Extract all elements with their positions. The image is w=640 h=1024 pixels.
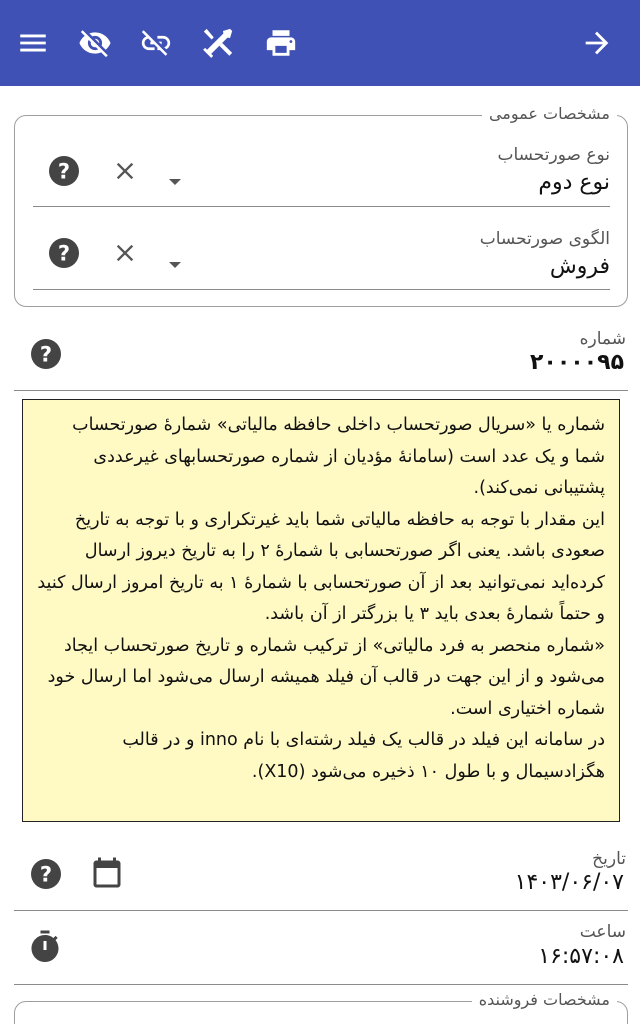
stopwatch-icon[interactable] [26, 928, 64, 966]
number-help-note [22, 399, 620, 822]
invoice-pattern-label: الگوی صورتحساب [479, 229, 610, 249]
invoice-pattern-help-icon[interactable] [45, 234, 83, 272]
help-paragraph: در سامانه این فیلد در قالب یک فیلد رشته‌ای با نام inno و در قالب هگزادسیمال و با طول ۱۰ ذخیره می‌شود (X10). [122, 730, 605, 782]
app-bar [0, 0, 640, 86]
svg-text:?: ? [57, 159, 71, 184]
invoice-pattern-select[interactable]: فروش [549, 254, 610, 279]
date-input[interactable]: ۱۴۰۳/۰۶/۰۷ [514, 870, 624, 895]
invoice-type-clear-icon[interactable] [109, 155, 141, 187]
link-off-icon[interactable] [136, 23, 176, 63]
time-input[interactable]: ۱۶:۵۷:۰۸ [538, 944, 624, 969]
invoice-pattern-underline [33, 289, 610, 290]
svg-text:?: ? [39, 342, 53, 367]
seller-section-legend: مشخصات فروشنده [472, 990, 617, 1009]
arrow-forward-icon[interactable] [577, 23, 617, 63]
time-underline [14, 984, 628, 985]
svg-text:?: ? [39, 862, 53, 887]
general-section [14, 104, 628, 307]
menu-icon[interactable] [13, 23, 53, 63]
help-paragraph: شماره یا «سریال صورتحساب داخلی حافظه مالیاتی» شمارهٔ صورتحساب شما و یک عدد است (سامانهٔ مؤدیان از شماره صورتحسابهای غیرعددی پشتیبانی نمی‌کند). [72, 415, 605, 498]
help-paragraph: این مقدار با توجه به حافظه مالیاتی شما باید غیرتکراری و با توجه به تاریخ صعودی باشد. یعنی اگر صورتحسابی با شمارهٔ ۲ را به تاریخ دیروز ارسال کرده‌اید نمی‌توانید بعد از آن صورتحسابی با شمارهٔ ۱ به تاریخ امروز ارسال کنید و حتماً شمارهٔ بعدی باید ۳ یا بزرگتر از آن باشد. [37, 509, 605, 624]
invoice-type-label: نوع صورتحساب [497, 145, 610, 165]
invoice-type-select[interactable]: نوع دوم [538, 170, 610, 195]
invoice-type-underline [33, 206, 610, 207]
tools-icon[interactable] [198, 23, 238, 63]
date-underline [14, 910, 628, 911]
number-help-icon[interactable] [27, 335, 65, 373]
number-label: شماره [579, 329, 626, 349]
seller-section [14, 990, 628, 1024]
date-label: تاریخ [592, 849, 626, 869]
help-paragraph: «شماره منحصر به فرد مالیاتی» از ترکیب شماره و تاریخ صورتحساب ایجاد می‌شود و از این جهت در قالب آن فیلد همیشه ارسال می‌شود اما ارسال خود شماره اختیاری است. [47, 635, 605, 719]
time-label: ساعت [579, 922, 626, 942]
date-help-icon[interactable] [27, 855, 65, 893]
invoice-pattern-clear-icon[interactable] [109, 237, 141, 269]
svg-text:?: ? [57, 241, 71, 266]
invoice-type-help-icon[interactable] [45, 152, 83, 190]
invoice-pattern-dropdown-icon[interactable] [169, 262, 181, 268]
number-input[interactable]: ۲۰۰۰۰۹۵ [530, 350, 624, 375]
print-icon[interactable] [261, 23, 301, 63]
general-section-legend: مشخصات عمومی [482, 104, 617, 123]
calendar-icon[interactable] [88, 855, 126, 893]
invoice-type-dropdown-icon[interactable] [169, 179, 181, 185]
number-underline [14, 390, 628, 391]
visibility-off-icon[interactable] [75, 23, 115, 63]
